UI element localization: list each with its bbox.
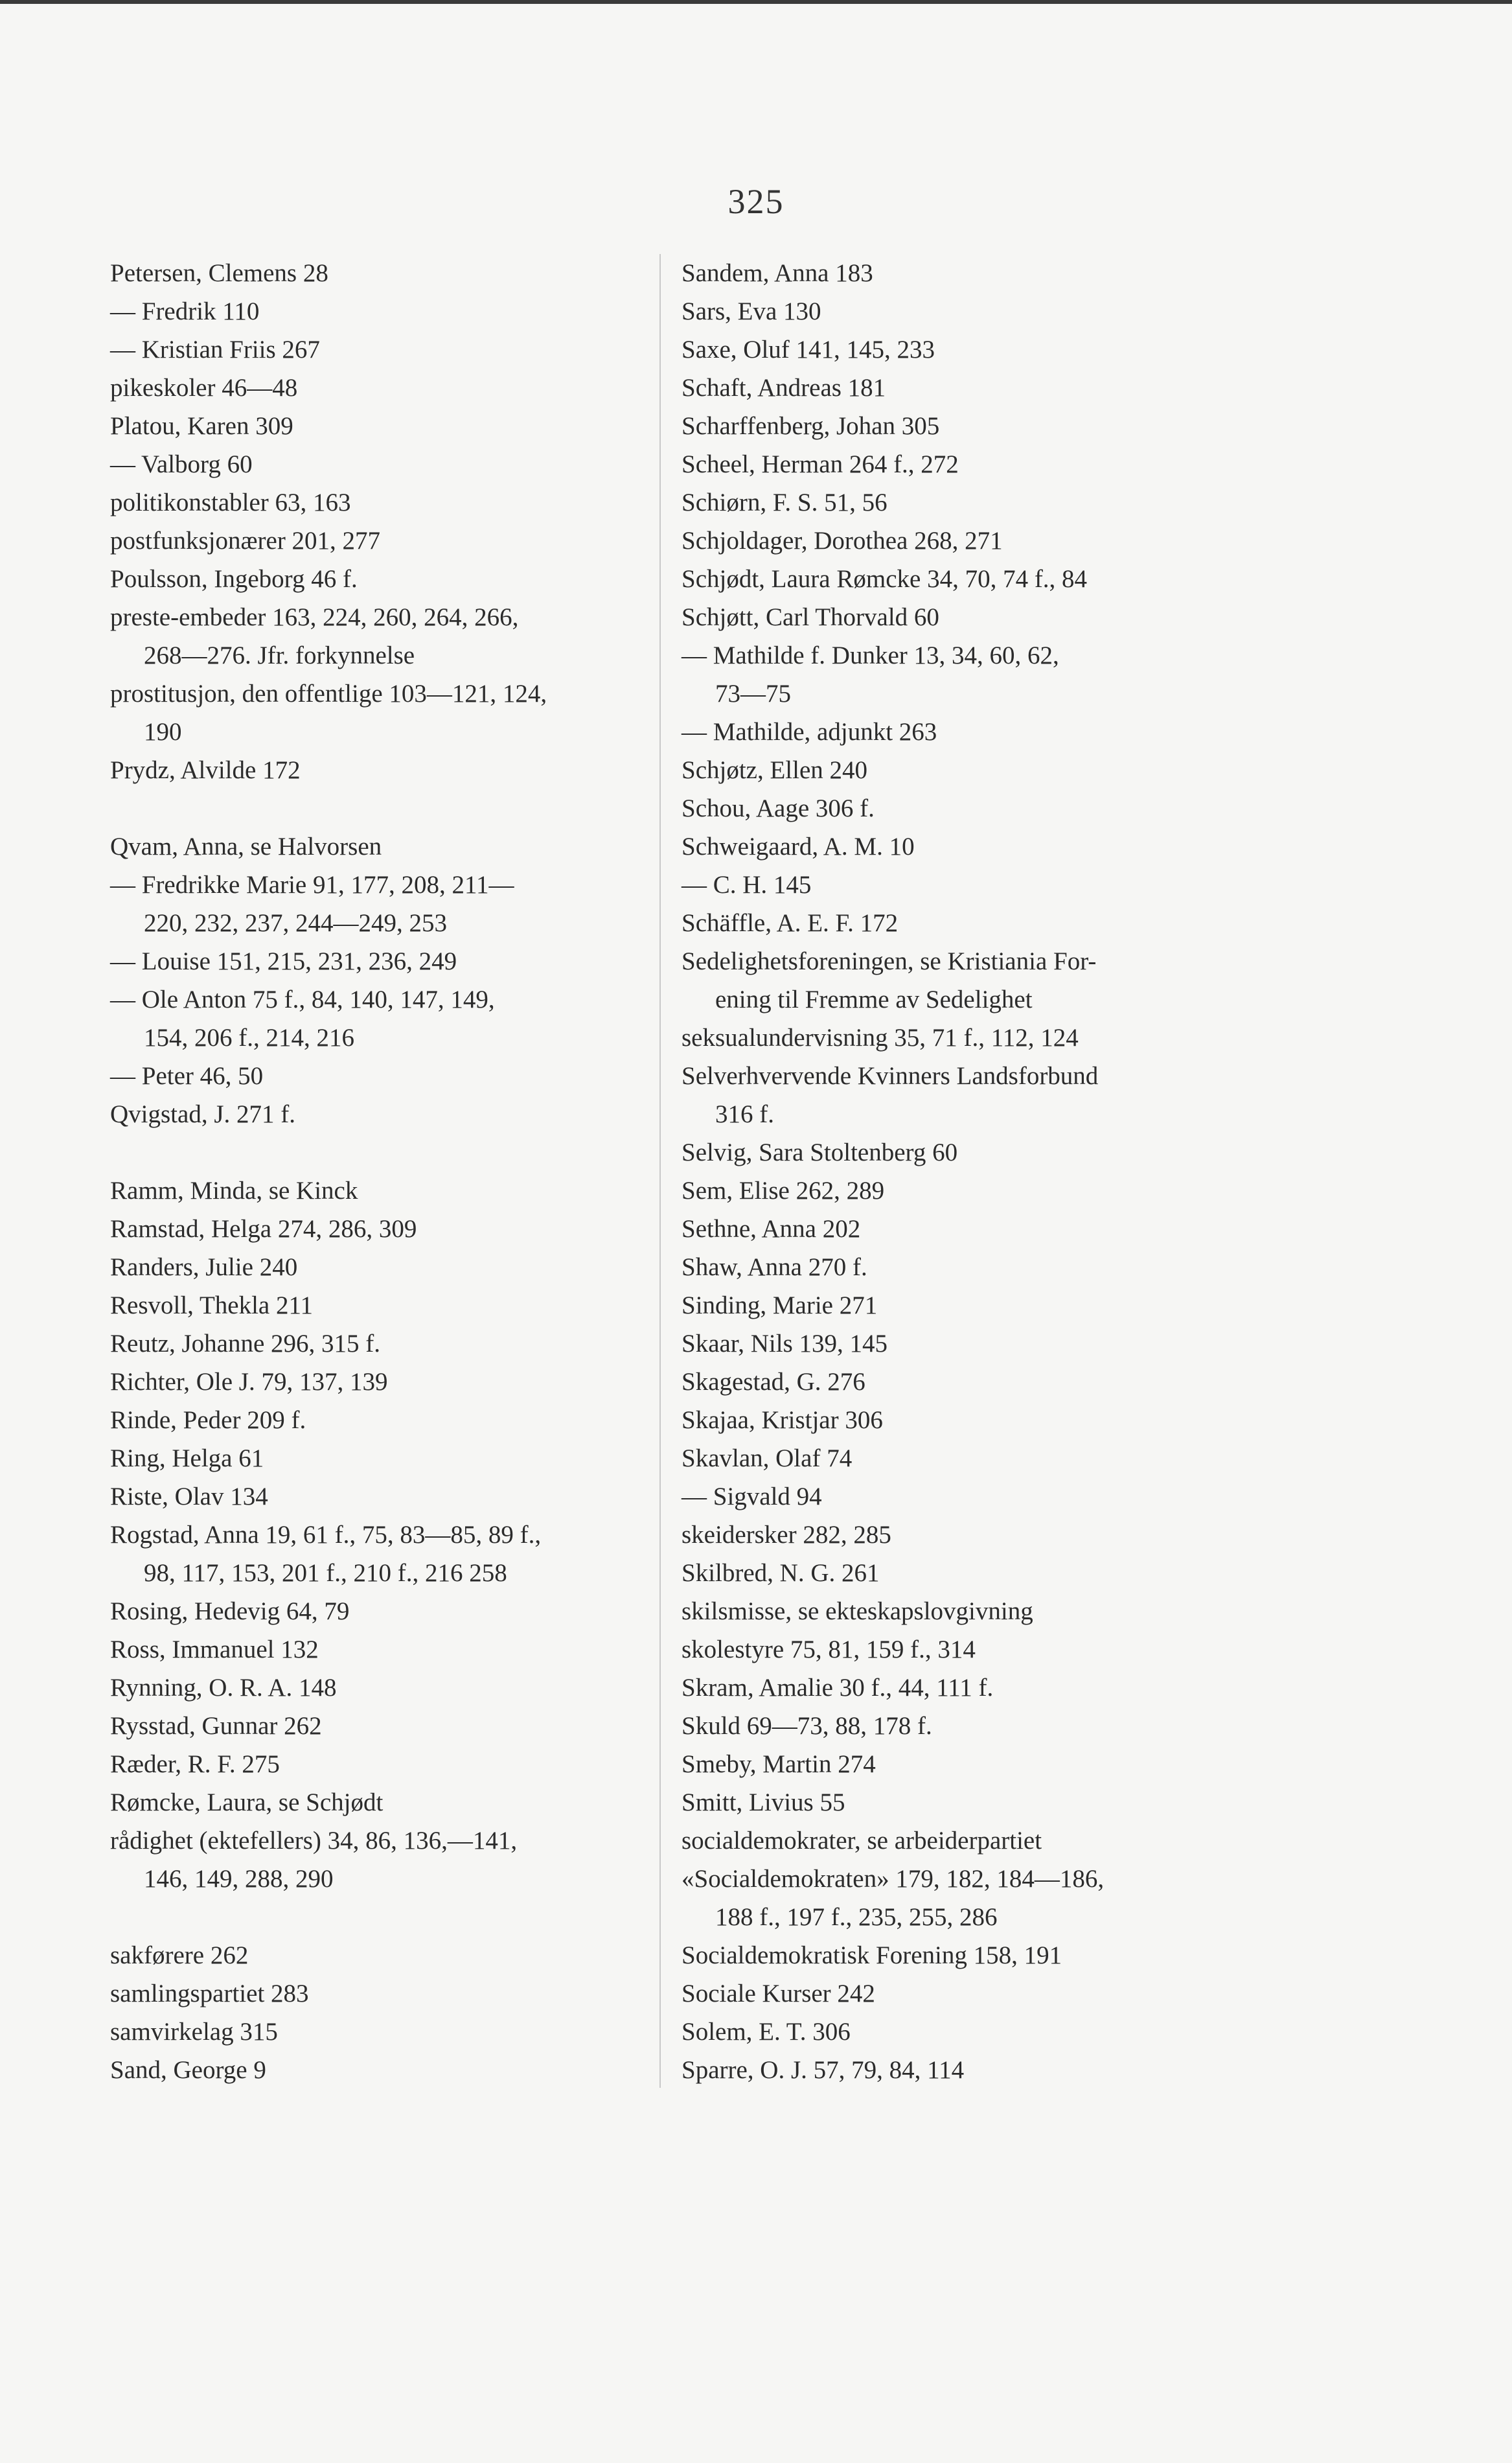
index-entry: Smitt, Livius 55 (682, 1788, 845, 1816)
index-entry-continuation: 154, 206 f., 214, 216 (144, 1024, 354, 1052)
index-entry: Qvigstad, J. 271 f. (110, 1100, 295, 1128)
index-entry: pikeskoler 46—48 (110, 374, 298, 402)
index-entry: Skilbred, N. G. 261 (682, 1559, 880, 1587)
index-entry: Richter, Ole J. 79, 137, 139 (110, 1368, 388, 1396)
index-entry: prostitusjon, den offentlige 103—121, 124, (110, 680, 547, 708)
index-entry: Smeby, Martin 274 (682, 1750, 876, 1778)
index-entry: Sandem, Anna 183 (682, 259, 873, 287)
index-entry: Rynning, O. R. A. 148 (110, 1674, 337, 1702)
index-entry: Skajaa, Kristjar 306 (682, 1406, 883, 1434)
index-entry: Ramstad, Helga 274, 286, 309 (110, 1215, 417, 1243)
index-entry: Petersen, Clemens 28 (110, 259, 328, 287)
index-entry-continuation: 268—276. Jfr. forkynnelse (144, 642, 415, 669)
index-entry: — Peter 46, 50 (110, 1062, 264, 1090)
index-entry: Schweigaard, A. M. 10 (682, 833, 915, 861)
index-entry: — Ole Anton 75 f., 84, 140, 147, 149, (110, 986, 495, 1013)
index-entry: Socialdemokratisk Forening 158, 191 (682, 1941, 1062, 1969)
index-entry: samlingspartiet 283 (110, 1980, 309, 2007)
index-entry: Skaar, Nils 139, 145 (682, 1330, 888, 1358)
index-entry: Sinding, Marie 271 (682, 1291, 878, 1319)
index-entry: Schjøtz, Ellen 240 (682, 756, 868, 784)
index-entry: Rysstad, Gunnar 262 (110, 1712, 322, 1740)
index-entry-continuation: 220, 232, 237, 244—249, 253 (144, 909, 447, 937)
index-entry: Sethne, Anna 202 (682, 1215, 861, 1243)
index-entry: Poulsson, Ingeborg 46 f. (110, 565, 358, 593)
index-entry: — Valborg 60 (110, 450, 253, 478)
index-entry: sakførere 262 (110, 1941, 249, 1969)
index-entry: Rømcke, Laura, se Schjødt (110, 1788, 384, 1816)
index-entry: Skagestad, G. 276 (682, 1368, 865, 1396)
page-number: 325 (727, 182, 785, 221)
index-column-right (682, 254, 1426, 2089)
index-entry: skilsmisse, se ekteskapslovgivning (682, 1597, 1033, 1625)
index-entry: Sedelighetsforeningen, se Kristiania For- (682, 947, 1097, 975)
section-gap (110, 1133, 693, 1172)
index-entry: Scharffenberg, Johan 305 (682, 412, 940, 440)
index-entry: Rogstad, Anna 19, 61 f., 75, 83—85, 89 f., (110, 1521, 542, 1549)
index-entry: Sociale Kurser 242 (682, 1980, 875, 2007)
index-column-left (110, 254, 693, 2089)
index-entry: Reutz, Johanne 296, 315 f. (110, 1330, 381, 1358)
index-entry-continuation: 190 (144, 718, 182, 746)
index-entry: Schou, Aage 306 f. (682, 794, 875, 822)
index-entry: Ross, Immanuel 132 (110, 1636, 319, 1663)
top-border-rule (0, 0, 1512, 4)
index-entry: Schjødt, Laura Rømcke 34, 70, 74 f., 84 (682, 565, 1088, 593)
index-entry: — Fredrik 110 (110, 297, 260, 325)
index-entry: Ramm, Minda, se Kinck (110, 1177, 358, 1205)
index-entry: Skavlan, Olaf 74 (682, 1444, 853, 1472)
index-entry: Ræder, R. F. 275 (110, 1750, 280, 1778)
index-entry-continuation: 188 f., 197 f., 235, 255, 286 (715, 1903, 998, 1931)
section-gap (110, 789, 693, 827)
index-entry: — Sigvald 94 (682, 1483, 822, 1510)
index-entry-continuation: 316 f. (715, 1100, 774, 1128)
index-entry: politikonstabler 63, 163 (110, 489, 351, 516)
index-entry: — Mathilde, adjunkt 263 (682, 718, 937, 746)
index-entry: — C. H. 145 (682, 871, 812, 899)
index-entry: samvirkelag 315 (110, 2018, 278, 2046)
index-entry: socialdemokrater, se arbeiderpartiet (682, 1827, 1042, 1855)
index-entry: Scheel, Herman 264 f., 272 (682, 450, 959, 478)
index-entry: Rosing, Hedevig 64, 79 (110, 1597, 350, 1625)
index-entry-continuation: ening til Fremme av Sedelighet (715, 986, 1033, 1013)
index-entry: Qvam, Anna, se Halvorsen (110, 833, 382, 861)
index-entry: Shaw, Anna 270 f. (682, 1253, 867, 1281)
index-entry: Randers, Julie 240 (110, 1253, 298, 1281)
index-entry: Saxe, Oluf 141, 145, 233 (682, 336, 935, 364)
index-entry: seksualundervisning 35, 71 f., 112, 124 (682, 1024, 1079, 1052)
index-entry: «Socialdemokraten» 179, 182, 184—186, (682, 1865, 1105, 1893)
index-entry: — Mathilde f. Dunker 13, 34, 60, 62, (682, 642, 1059, 669)
index-entry: — Louise 151, 215, 231, 236, 249 (110, 947, 457, 975)
index-entry: Prydz, Alvilde 172 (110, 756, 301, 784)
index-entry: Sem, Elise 262, 289 (682, 1177, 885, 1205)
index-entry: Schaft, Andreas 181 (682, 374, 886, 402)
index-entry: preste-embeder 163, 224, 260, 264, 266, (110, 603, 519, 631)
index-entry: Skram, Amalie 30 f., 44, 111 f. (682, 1674, 994, 1702)
index-entry: — Kristian Friis 267 (110, 336, 320, 364)
index-entry: Schäffle, A. E. F. 172 (682, 909, 899, 937)
index-entry: Platou, Karen 309 (110, 412, 293, 440)
index-entry: Sars, Eva 130 (682, 297, 821, 325)
index-entry: Ring, Helga 61 (110, 1444, 264, 1472)
index-entry: rådighet (ektefellers) 34, 86, 136,—141, (110, 1827, 518, 1855)
index-entry: Schiørn, F. S. 51, 56 (682, 489, 888, 516)
index-entry-continuation: 73—75 (715, 680, 791, 708)
index-entry: Riste, Olav 134 (110, 1483, 268, 1510)
index-entry: Sand, George 9 (110, 2056, 266, 2084)
index-entry: Resvoll, Thekla 211 (110, 1291, 314, 1319)
index-entry: Rinde, Peder 209 f. (110, 1406, 306, 1434)
index-entry: Sparre, O. J. 57, 79, 84, 114 (682, 2056, 965, 2084)
index-entry: Skuld 69—73, 88, 178 f. (682, 1712, 932, 1740)
index-entry-continuation: 146, 149, 288, 290 (144, 1865, 334, 1893)
index-entry: skeidersker 282, 285 (682, 1521, 891, 1549)
index-entry: Schjøtt, Carl Thorvald 60 (682, 603, 939, 631)
index-entry: Selvig, Sara Stoltenberg 60 (682, 1139, 958, 1166)
index-entry: Solem, E. T. 306 (682, 2018, 851, 2046)
section-gap (110, 1898, 693, 1936)
index-entry-continuation: 98, 117, 153, 201 f., 210 f., 216 258 (144, 1559, 507, 1587)
index-entry: Schjoldager, Dorothea 268, 271 (682, 527, 1003, 555)
index-entry: skolestyre 75, 81, 159 f., 314 (682, 1636, 976, 1663)
index-entry: — Fredrikke Marie 91, 177, 208, 211— (110, 871, 514, 899)
index-entry: Selverhvervende Kvinners Landsforbund (682, 1062, 1099, 1090)
index-entry: postfunksjonærer 201, 277 (110, 527, 381, 555)
